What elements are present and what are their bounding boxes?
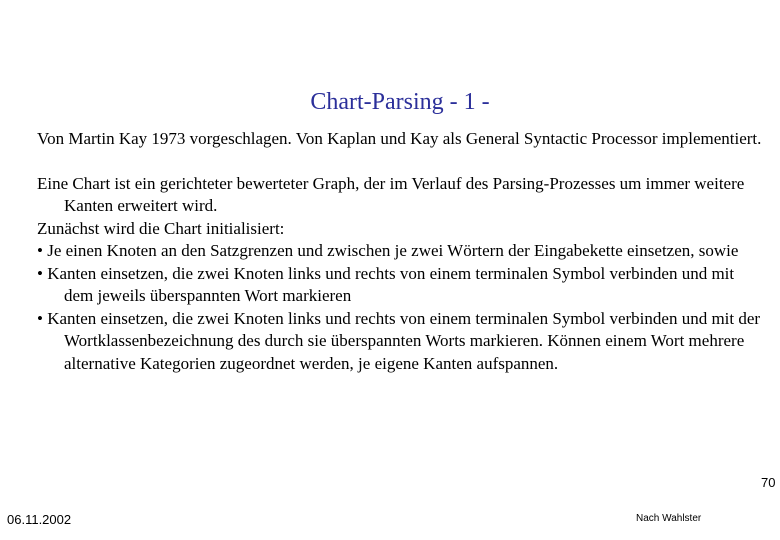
slide-body xyxy=(37,128,767,375)
footer-author: Nach Wahlster xyxy=(636,513,702,524)
slide-title: Chart-Parsing - 1 - xyxy=(310,89,490,115)
page-number: 70 xyxy=(761,475,776,490)
paragraph-init-intro: Zunächst wird die Chart initialisiert: xyxy=(37,218,285,238)
paragraph-spacer xyxy=(37,151,767,173)
bullet-nodes: • Je einen Knoten an den Satzgrenzen und zwischen je zwei Wörtern der Eingabekette einsetzen, sowie xyxy=(37,241,739,260)
bullet-word-edges: • Kanten einsetzen, die zwei Knoten links und rechts von einem terminalen Symbol verbinden und mit dem jeweils überspannten Wort markieren xyxy=(37,263,735,305)
paragraph-definition: Eine Chart ist ein gerichteter bewerteter Graph, der im Verlauf des Parsing-Prozesses um immer weitere Kanten erweitert wird. xyxy=(37,173,745,215)
bullet-category-edges: • Kanten einsetzen, die zwei Knoten links und rechts von einem terminalen Symbol verbinden und mit der Wortklassenbezeichnung des durch sie überspannten Worts markieren. Können einem Wort mehrere alternative Kategorien zugeordnet werden, je eigene Kanten aufspannen. xyxy=(37,308,761,373)
paragraph-origin: Von Martin Kay 1973 vorgeschlagen. Von Kaplan und Kay als General Syntactic Processor implementiert. xyxy=(37,129,762,148)
footer-date: 06.11.2002 xyxy=(7,512,72,527)
